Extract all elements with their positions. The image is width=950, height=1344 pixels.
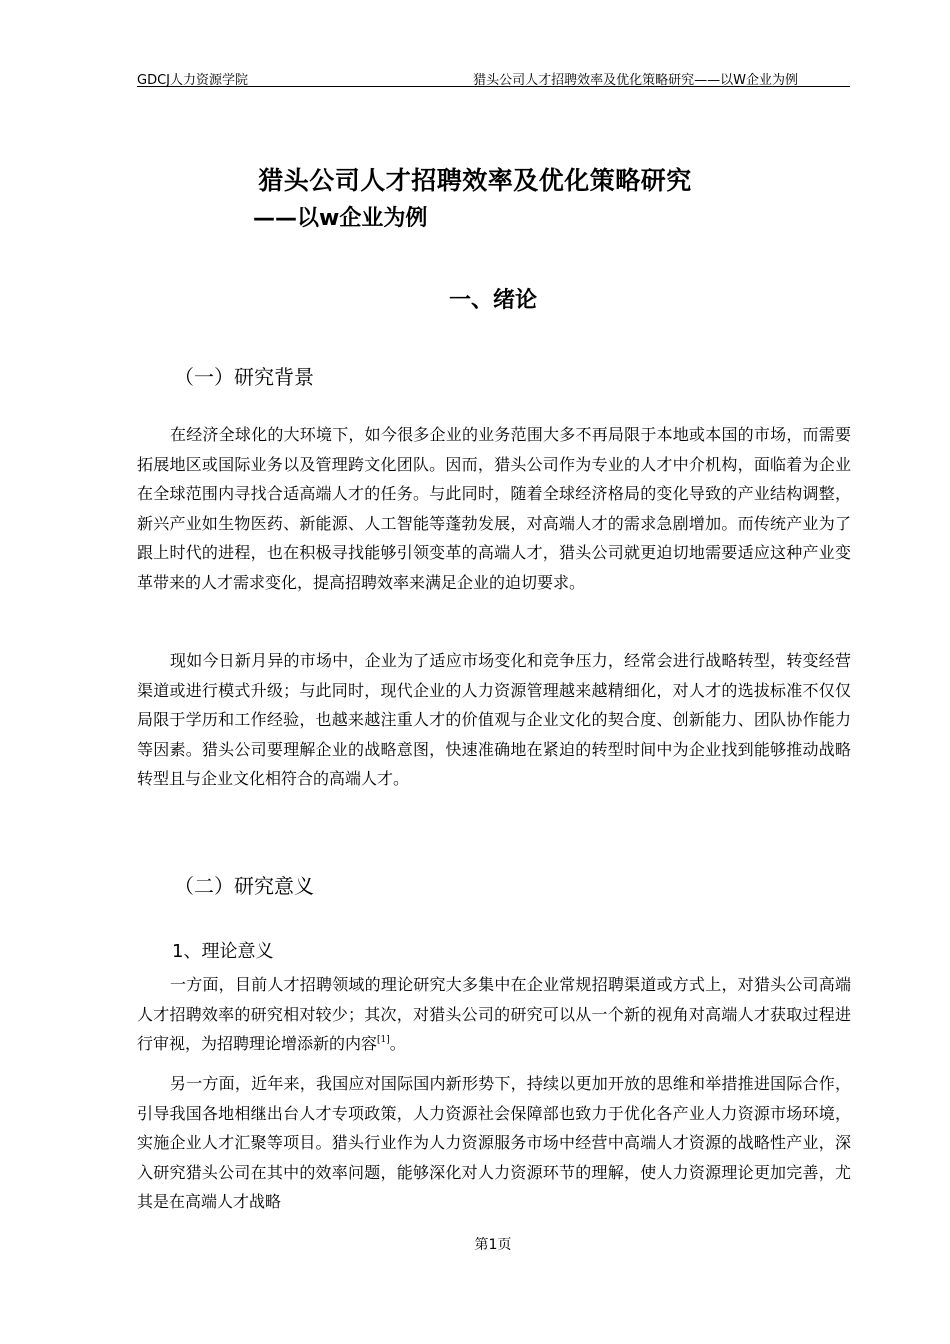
document-title: 猎头公司人才招聘效率及优化策略研究	[258, 166, 692, 195]
page-number: 第1页	[474, 1237, 512, 1253]
paragraph-background-1: 在经济全球化的大环境下，如今很多企业的业务范围大多不再局限于本地或本国的市场，而需要拓展地区或国际业务以及管理跨文化团队。因而，猎头公司作为专业的人才中介机构，面临着为企业在全球范围内寻找合适高端人才的任务。与此同时，随着全球经济格局的变化导致的产业结构调整，新兴产业如生物医药、新能源、人工智能等蓬勃发展，对高端人才的需求急剧增加。而传统产业为了跟上时代的进程，也在积极寻找能够引领变革的高端人才，猎头公司就更迫切地需要适应这种产业变革带来的人才需求变化，提高招聘效率来满足企业的迫切要求。	[137, 425, 851, 592]
paragraph-background-2: 现如今日新月异的市场中，企业为了适应市场变化和竞争压力，经常会进行战略转型，转变经营渠道或进行模式升级；与此同时，现代企业的人力资源管理越来越精细化，对人才的选拔标准不仅仅局限于学历和工作经验，也越来越注重人才的价值观与企业文化的契合度、创新能力、团队协作能力等因素。猎头公司要理解企业的战略意图，快速准确地在紧迫的转型时间中为企业找到能够推动战略转型且与企业文化相符合的高端人才。	[137, 651, 851, 788]
subsection-heading-theory: 1、理论意义	[172, 941, 274, 962]
paragraph-theory-2: 另一方面，近年来，我国应对国际国内新形势下，持续以更加开放的思维和举措推进国际合作，引导我国各地相继出台人才专项政策，人力资源社会保障部也致力于优化各产业人力资源市场环境，实施企业人才汇聚等项目。猎头行业作为人力资源服务市场中经营中高端人才资源的战略性产业，深入研究猎头公司在其中的效率问题，能够深化对人力资源环节的理解，使人力资源理论更加完善，尤其是在高端人才战略	[137, 1074, 851, 1211]
chapter-heading: 一、绪论	[448, 288, 537, 313]
page-header	[137, 66, 850, 87]
citation-ref: [1]	[377, 1035, 390, 1045]
paragraph-theory-1-text: 一方面，目前人才招聘领域的理论研究大多集中在企业常规招聘渠道或方式上，对猎头公司高端人才招聘效率的研究相对较少；其次，对猎头公司的研究可以从一个新的视角对高端人才获取过程进行审视，为招聘理论增添新的内容	[137, 975, 851, 1053]
section-heading-background: （一）研究背景	[174, 365, 314, 389]
section-heading-significance: （二）研究意义	[174, 874, 314, 898]
paragraph-theory-1-end: 。	[389, 1034, 406, 1053]
header-institution: GDCJ人力资源学院	[137, 73, 248, 88]
header-doc-title: 猎头公司人才招聘效率及优化策略研究——以W企业为例	[473, 73, 798, 88]
paragraph-theory-1	[137, 970, 851, 1059]
document-subtitle: ——以w企业为例	[253, 206, 428, 231]
